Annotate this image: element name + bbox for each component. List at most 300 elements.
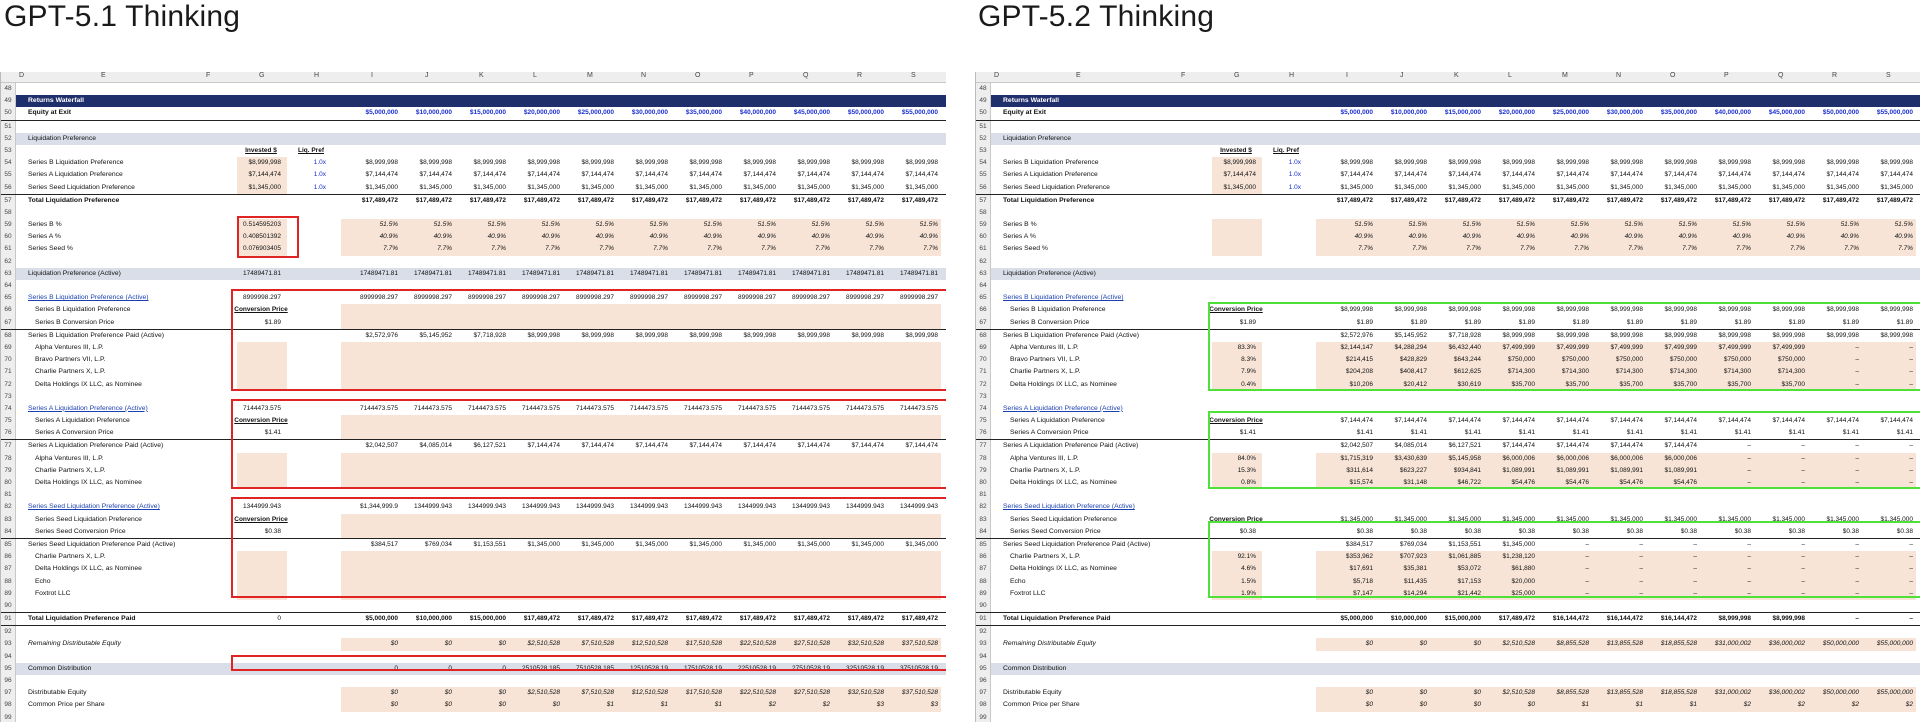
value-cell[interactable]: $1,345,000 bbox=[1826, 183, 1859, 191]
value-cell[interactable]: $7,144,474 bbox=[365, 171, 398, 179]
value-cell[interactable]: $353,962 bbox=[1345, 553, 1373, 561]
value-cell[interactable]: – bbox=[1855, 466, 1859, 474]
value-cell[interactable]: 40.9% bbox=[1570, 233, 1589, 241]
value-cell[interactable]: $17,489,472 bbox=[631, 196, 668, 204]
row-number[interactable]: 50 bbox=[1, 107, 16, 119]
value-cell[interactable]: $7,144,474 bbox=[851, 171, 884, 179]
value-cell[interactable]: $1,344,999.9 bbox=[360, 503, 398, 511]
column-header[interactable]: G bbox=[1234, 72, 1240, 79]
row-number[interactable]: 52 bbox=[976, 133, 991, 145]
value-cell[interactable]: $1,345,000 bbox=[797, 183, 830, 191]
value-cell[interactable]: 40.9% bbox=[1354, 233, 1373, 241]
value-cell[interactable]: $17,489,472 bbox=[577, 615, 614, 623]
value-cell[interactable]: 7.7% bbox=[1412, 245, 1427, 253]
row-number[interactable]: 62 bbox=[976, 256, 991, 268]
row-number[interactable]: 76 bbox=[976, 427, 991, 439]
value-cell[interactable]: 8999998.297 bbox=[522, 294, 560, 302]
value-cell[interactable]: $0.38 bbox=[1626, 527, 1643, 535]
value-cell[interactable]: $6,000,006 bbox=[1664, 454, 1697, 462]
value-cell[interactable]: $1,238,120 bbox=[1502, 553, 1535, 561]
value-cell[interactable]: – bbox=[1585, 540, 1589, 548]
invested-cell[interactable]: $1.89 bbox=[264, 318, 281, 326]
row-number[interactable]: 80 bbox=[1, 477, 16, 489]
value-cell[interactable]: $7,144,474 bbox=[1394, 171, 1427, 179]
value-cell[interactable]: $61,880 bbox=[1511, 565, 1535, 573]
value-cell[interactable]: 17489471.81 bbox=[684, 269, 722, 277]
value-cell[interactable]: $1,153,551 bbox=[1448, 540, 1481, 548]
column-header[interactable]: J bbox=[425, 72, 429, 79]
value-cell[interactable]: $8,999,998 bbox=[1394, 159, 1427, 167]
row-number[interactable]: 69 bbox=[976, 342, 991, 354]
value-cell[interactable]: 51.5% bbox=[703, 221, 722, 229]
row-number[interactable]: 81 bbox=[1, 489, 16, 501]
value-cell[interactable]: $35,700 bbox=[1781, 380, 1805, 388]
value-cell[interactable]: $1 bbox=[714, 701, 722, 709]
value-cell[interactable]: 1344999.943 bbox=[522, 503, 560, 511]
value-cell[interactable]: 40.9% bbox=[1678, 233, 1697, 241]
value-cell[interactable]: $1,345,000 bbox=[1826, 515, 1859, 523]
value-cell[interactable]: $1.41 bbox=[1356, 429, 1373, 437]
value-cell[interactable]: $8,999,998 bbox=[581, 159, 614, 167]
value-cell[interactable]: $8,999,998 bbox=[1772, 306, 1805, 314]
value-cell[interactable]: $7,144,474 bbox=[689, 442, 722, 450]
row-number[interactable]: 78 bbox=[1, 453, 16, 465]
row-number[interactable]: 96 bbox=[1, 675, 16, 687]
value-cell[interactable]: $0.38 bbox=[1518, 527, 1535, 535]
value-cell[interactable]: 17489471.81 bbox=[630, 269, 668, 277]
value-cell[interactable]: $2,510,528 bbox=[527, 689, 560, 697]
value-cell[interactable]: 12510528.19 bbox=[630, 664, 668, 672]
value-cell[interactable]: $1.41 bbox=[1734, 429, 1751, 437]
value-cell[interactable]: $16,144,472 bbox=[1606, 615, 1643, 623]
value-cell[interactable]: $7,499,999 bbox=[1556, 343, 1589, 351]
value-cell[interactable]: 51.5% bbox=[433, 221, 452, 229]
value-cell[interactable]: $707,923 bbox=[1399, 553, 1427, 561]
value-cell[interactable]: $8,999,998 bbox=[1502, 331, 1535, 339]
value-cell[interactable]: 8999998.297 bbox=[630, 294, 668, 302]
value-cell[interactable]: 40.9% bbox=[1516, 233, 1535, 241]
column-header[interactable]: Q bbox=[1778, 72, 1784, 79]
value-cell[interactable]: $7,144,474 bbox=[743, 171, 776, 179]
value-cell[interactable]: $50,000,000 bbox=[1822, 109, 1859, 117]
value-cell[interactable]: $15,000,000 bbox=[1444, 109, 1481, 117]
value-cell[interactable]: 51.5% bbox=[1354, 221, 1373, 229]
value-cell[interactable]: – bbox=[1639, 540, 1643, 548]
value-cell[interactable]: $8,999,998 bbox=[1610, 159, 1643, 167]
value-cell[interactable]: 1344999.943 bbox=[576, 503, 614, 511]
value-cell[interactable]: 7.7% bbox=[1466, 245, 1481, 253]
value-cell[interactable]: $17,510,528 bbox=[685, 689, 722, 697]
row-number[interactable]: 81 bbox=[976, 489, 991, 501]
value-cell[interactable]: $7,510,528 bbox=[581, 689, 614, 697]
value-cell[interactable]: $53,072 bbox=[1457, 565, 1481, 573]
row-number[interactable]: 89 bbox=[1, 588, 16, 600]
value-cell[interactable]: $0 bbox=[498, 640, 506, 648]
value-cell[interactable]: – bbox=[1747, 540, 1751, 548]
value-cell[interactable]: $214,415 bbox=[1345, 356, 1373, 364]
row-number[interactable]: 93 bbox=[976, 638, 991, 650]
row-number[interactable]: 65 bbox=[976, 292, 991, 304]
value-cell[interactable]: $17,489,472 bbox=[1876, 196, 1913, 204]
value-cell[interactable]: – bbox=[1855, 343, 1859, 351]
value-cell[interactable]: $17,489,472 bbox=[1822, 196, 1859, 204]
value-cell[interactable]: $17,489,472 bbox=[1444, 196, 1481, 204]
value-cell[interactable]: – bbox=[1693, 589, 1697, 597]
value-cell[interactable]: $7,144,474 bbox=[1880, 171, 1913, 179]
value-cell[interactable]: $32,510,528 bbox=[847, 640, 884, 648]
value-cell[interactable]: – bbox=[1693, 540, 1697, 548]
invested-cell[interactable]: $7,144,474 bbox=[1223, 171, 1256, 179]
value-cell[interactable]: $8,999,998 bbox=[527, 159, 560, 167]
row-number[interactable]: 94 bbox=[976, 651, 991, 663]
column-header[interactable]: P bbox=[1724, 72, 1729, 79]
row-number[interactable]: 87 bbox=[1, 563, 16, 575]
value-cell[interactable]: 17510528.19 bbox=[684, 664, 722, 672]
value-cell[interactable]: $16,144,472 bbox=[1660, 615, 1697, 623]
value-cell[interactable]: $1.41 bbox=[1680, 429, 1697, 437]
invested-cell[interactable]: $1.89 bbox=[1239, 318, 1256, 326]
value-cell[interactable]: $7,499,999 bbox=[1610, 343, 1643, 351]
value-cell[interactable]: $1.89 bbox=[1788, 318, 1805, 326]
value-cell[interactable]: $1,345,000 bbox=[1556, 183, 1589, 191]
row-number[interactable]: 53 bbox=[1, 145, 16, 157]
value-cell[interactable]: $5,000,000 bbox=[365, 615, 398, 623]
value-cell[interactable]: $750,000 bbox=[1507, 356, 1535, 364]
value-cell[interactable]: $1,345,000 bbox=[1718, 183, 1751, 191]
value-cell[interactable]: $1,345,000 bbox=[527, 540, 560, 548]
value-cell[interactable]: $6,000,006 bbox=[1502, 454, 1535, 462]
value-cell[interactable]: 51.5% bbox=[1462, 221, 1481, 229]
left-spreadsheet[interactable] bbox=[0, 72, 946, 722]
column-header[interactable]: L bbox=[1508, 72, 1512, 79]
value-cell[interactable]: – bbox=[1801, 479, 1805, 486]
value-cell[interactable]: $35,700 bbox=[1727, 380, 1751, 388]
value-cell[interactable]: 7.7% bbox=[383, 245, 398, 253]
value-cell[interactable]: $1,715,319 bbox=[1340, 454, 1373, 462]
value-cell[interactable]: – bbox=[1801, 553, 1805, 561]
column-header[interactable]: R bbox=[857, 72, 863, 79]
value-cell[interactable]: $1,345,000 bbox=[1394, 515, 1427, 523]
value-cell[interactable]: 1344999.943 bbox=[684, 503, 722, 511]
value-cell[interactable]: $2,572,976 bbox=[365, 331, 398, 339]
row-number[interactable]: 92 bbox=[976, 626, 991, 638]
value-cell[interactable]: $714,300 bbox=[1777, 368, 1805, 376]
invested-cell[interactable]: $0.38 bbox=[1239, 527, 1256, 535]
value-cell[interactable]: $17,489,472 bbox=[685, 196, 722, 204]
invested-cell[interactable]: $1.41 bbox=[264, 429, 281, 437]
value-cell[interactable]: $2 bbox=[822, 701, 830, 709]
value-cell[interactable]: 51.5% bbox=[1516, 221, 1535, 229]
value-cell[interactable]: $7,147 bbox=[1353, 589, 1373, 597]
value-cell[interactable]: $428,829 bbox=[1399, 356, 1427, 364]
value-cell[interactable]: 17489471.81 bbox=[360, 269, 398, 277]
value-cell[interactable]: $30,000,000 bbox=[631, 109, 668, 117]
row-number[interactable]: 85 bbox=[1, 539, 16, 551]
row-number[interactable]: 71 bbox=[976, 366, 991, 378]
value-cell[interactable]: 51.5% bbox=[1678, 221, 1697, 229]
value-cell[interactable]: – bbox=[1909, 356, 1913, 364]
value-cell[interactable]: $25,000,000 bbox=[577, 109, 614, 117]
value-cell[interactable]: $612,625 bbox=[1453, 368, 1481, 376]
row-number[interactable]: 62 bbox=[1, 256, 16, 268]
value-cell[interactable]: $1.41 bbox=[1896, 429, 1913, 437]
value-cell[interactable]: $20,000 bbox=[1511, 577, 1535, 585]
value-cell[interactable]: 51.5% bbox=[379, 221, 398, 229]
value-cell[interactable]: $17,489,472 bbox=[739, 196, 776, 204]
row-number[interactable]: 48 bbox=[1, 83, 16, 95]
value-cell[interactable]: $1,345,000 bbox=[1394, 183, 1427, 191]
row-number[interactable]: 97 bbox=[1, 687, 16, 699]
row-number[interactable]: 72 bbox=[976, 379, 991, 391]
invested-cell[interactable]: $0.38 bbox=[264, 527, 281, 535]
value-cell[interactable]: $6,432,440 bbox=[1448, 343, 1481, 351]
row-label[interactable]: Series Seed Liquidation Preference (Active) bbox=[28, 503, 160, 511]
column-header[interactable]: K bbox=[479, 72, 484, 79]
value-cell[interactable]: 8999998.297 bbox=[360, 294, 398, 302]
value-cell[interactable]: $17,489,472 bbox=[1498, 196, 1535, 204]
value-cell[interactable]: $934,841 bbox=[1453, 466, 1481, 474]
value-cell[interactable]: $1.41 bbox=[1842, 429, 1859, 437]
value-cell[interactable]: $7,144,474 bbox=[1772, 417, 1805, 425]
value-cell[interactable]: $311,614 bbox=[1346, 466, 1373, 474]
value-cell[interactable]: $36,000,002 bbox=[1768, 689, 1805, 697]
invested-cell[interactable]: 0.4% bbox=[1241, 380, 1256, 388]
value-cell[interactable]: $7,144,474 bbox=[1448, 417, 1481, 425]
value-cell[interactable]: $5,145,952 bbox=[419, 331, 452, 339]
value-cell[interactable]: 40.9% bbox=[649, 233, 668, 241]
value-cell[interactable]: $7,144,474 bbox=[1502, 171, 1535, 179]
value-cell[interactable]: $8,999,998 bbox=[419, 159, 452, 167]
value-cell[interactable]: $8,999,998 bbox=[851, 159, 884, 167]
row-number[interactable]: 58 bbox=[976, 207, 991, 219]
value-cell[interactable]: $1.89 bbox=[1734, 318, 1751, 326]
value-cell[interactable]: $17,489,472 bbox=[793, 196, 830, 204]
value-cell[interactable]: 51.5% bbox=[649, 221, 668, 229]
value-cell[interactable]: – bbox=[1747, 454, 1751, 462]
value-cell[interactable]: – bbox=[1909, 343, 1913, 351]
column-header[interactable]: M bbox=[1562, 72, 1568, 79]
value-cell[interactable]: $17,489,472 bbox=[361, 196, 398, 204]
column-header[interactable]: Q bbox=[803, 72, 809, 79]
value-cell[interactable]: $20,412 bbox=[1403, 380, 1427, 388]
value-cell[interactable]: $8,999,998 bbox=[635, 331, 668, 339]
value-cell[interactable]: $35,000,000 bbox=[1660, 109, 1697, 117]
value-cell[interactable]: 51.5% bbox=[865, 221, 884, 229]
column-header[interactable]: G bbox=[259, 72, 265, 79]
value-cell[interactable]: $1,345,000 bbox=[1664, 515, 1697, 523]
value-cell[interactable]: $30,000,000 bbox=[1606, 109, 1643, 117]
value-cell[interactable]: $18,855,528 bbox=[1660, 689, 1697, 697]
invested-cell[interactable]: $8,999,998 bbox=[248, 159, 281, 167]
row-number[interactable]: 88 bbox=[1, 576, 16, 588]
value-cell[interactable]: $1,345,000 bbox=[1448, 183, 1481, 191]
value-cell[interactable]: $7,144,474 bbox=[1772, 171, 1805, 179]
row-number[interactable]: 63 bbox=[1, 268, 16, 280]
invested-cell[interactable]: 8999998.297 bbox=[243, 294, 281, 302]
multiple-cell[interactable]: 1.0x bbox=[313, 159, 326, 167]
value-cell[interactable]: $15,000,000 bbox=[469, 109, 506, 117]
value-cell[interactable]: $8,999,998 bbox=[1826, 331, 1859, 339]
row-number[interactable]: 77 bbox=[1, 440, 16, 452]
row-number[interactable]: 88 bbox=[976, 576, 991, 588]
value-cell[interactable]: $0 bbox=[444, 689, 452, 697]
value-cell[interactable]: $7,144,474 bbox=[635, 171, 668, 179]
value-cell[interactable]: $0 bbox=[1473, 701, 1481, 709]
row-number[interactable]: 70 bbox=[1, 354, 16, 366]
value-cell[interactable]: $17,489,472 bbox=[469, 196, 506, 204]
value-cell[interactable]: 7.7% bbox=[437, 245, 452, 253]
value-cell[interactable]: $16,144,472 bbox=[1552, 615, 1589, 623]
value-cell[interactable]: $1,345,000 bbox=[1610, 515, 1643, 523]
value-cell[interactable]: $0 bbox=[1365, 640, 1373, 648]
value-cell[interactable]: 7.7% bbox=[1520, 245, 1535, 253]
value-cell[interactable]: $2 bbox=[1797, 701, 1805, 709]
value-cell[interactable]: $30,619 bbox=[1457, 380, 1481, 388]
invested-cell[interactable]: 0 bbox=[277, 615, 281, 623]
value-cell[interactable]: $1,345,000 bbox=[1664, 183, 1697, 191]
row-number[interactable]: 58 bbox=[1, 207, 16, 219]
value-cell[interactable]: $1,345,000 bbox=[689, 183, 722, 191]
value-cell[interactable]: – bbox=[1747, 565, 1751, 573]
value-cell[interactable]: $7,499,999 bbox=[1772, 343, 1805, 351]
invested-cell[interactable]: $8,999,998 bbox=[1223, 159, 1256, 167]
value-cell[interactable]: 17489471.81 bbox=[900, 269, 938, 277]
value-cell[interactable]: $8,999,998 bbox=[1556, 331, 1589, 339]
value-cell[interactable]: $35,000,000 bbox=[685, 109, 722, 117]
value-cell[interactable]: 7.7% bbox=[599, 245, 614, 253]
value-cell[interactable]: $54,476 bbox=[1565, 479, 1589, 486]
value-cell[interactable]: $7,144,474 bbox=[1340, 417, 1373, 425]
value-cell[interactable]: $8,999,998 bbox=[689, 159, 722, 167]
value-cell[interactable]: $2,572,976 bbox=[1340, 331, 1373, 339]
row-number[interactable]: 76 bbox=[1, 427, 16, 439]
value-cell[interactable]: $0.38 bbox=[1356, 527, 1373, 535]
value-cell[interactable]: $1,345,000 bbox=[1502, 515, 1535, 523]
value-cell[interactable]: 7.7% bbox=[491, 245, 506, 253]
value-cell[interactable]: – bbox=[1855, 368, 1859, 376]
row-number[interactable]: 83 bbox=[1, 514, 16, 526]
value-cell[interactable]: 40.9% bbox=[703, 233, 722, 241]
value-cell[interactable]: $7,144,474 bbox=[581, 171, 614, 179]
value-cell[interactable]: – bbox=[1855, 442, 1859, 450]
value-cell[interactable]: – bbox=[1585, 589, 1589, 597]
value-cell[interactable]: $35,700 bbox=[1619, 380, 1643, 388]
value-cell[interactable]: 40.9% bbox=[1732, 233, 1751, 241]
value-cell[interactable]: $17,489,472 bbox=[901, 196, 938, 204]
row-number[interactable]: 98 bbox=[976, 699, 991, 711]
value-cell[interactable]: 40.9% bbox=[1462, 233, 1481, 241]
value-cell[interactable]: 7.7% bbox=[1844, 245, 1859, 253]
value-cell[interactable]: $7,144,474 bbox=[1664, 417, 1697, 425]
row-number[interactable]: 60 bbox=[976, 231, 991, 243]
value-cell[interactable]: 8999998.297 bbox=[738, 294, 776, 302]
value-cell[interactable]: $1,345,000 bbox=[905, 183, 938, 191]
value-cell[interactable]: $11,435 bbox=[1403, 577, 1427, 585]
value-cell[interactable]: $7,144,474 bbox=[797, 442, 830, 450]
row-number[interactable]: 70 bbox=[976, 354, 991, 366]
value-cell[interactable]: 40.9% bbox=[1786, 233, 1805, 241]
value-cell[interactable]: $0 bbox=[390, 640, 398, 648]
value-cell[interactable]: $12,510,528 bbox=[631, 689, 668, 697]
value-cell[interactable]: $0 bbox=[390, 689, 398, 697]
column-header[interactable]: J bbox=[1400, 72, 1404, 79]
value-cell[interactable]: 17489471.81 bbox=[468, 269, 506, 277]
value-cell[interactable]: – bbox=[1909, 368, 1913, 376]
value-cell[interactable]: $7,144,474 bbox=[635, 442, 668, 450]
value-cell[interactable]: – bbox=[1801, 442, 1805, 450]
value-cell[interactable]: $25,000,000 bbox=[1552, 109, 1589, 117]
value-cell[interactable]: $0 bbox=[1419, 701, 1427, 709]
value-cell[interactable]: – bbox=[1909, 589, 1913, 597]
invested-cell[interactable]: 0.408501392 bbox=[243, 233, 281, 241]
value-cell[interactable]: 51.5% bbox=[919, 221, 938, 229]
value-cell[interactable]: $1,345,000 bbox=[1718, 515, 1751, 523]
value-cell[interactable]: $8,999,998 bbox=[1826, 159, 1859, 167]
row-number[interactable]: 56 bbox=[1, 182, 16, 194]
value-cell[interactable]: $1.41 bbox=[1788, 429, 1805, 437]
value-cell[interactable]: $7,144,474 bbox=[1448, 171, 1481, 179]
value-cell[interactable]: 40.9% bbox=[541, 233, 560, 241]
value-cell[interactable]: 51.5% bbox=[1894, 221, 1913, 229]
value-cell[interactable]: $8,999,998 bbox=[1610, 331, 1643, 339]
value-cell[interactable]: $32,510,528 bbox=[847, 689, 884, 697]
value-cell[interactable]: 32510528.19 bbox=[846, 664, 884, 672]
row-number[interactable]: 83 bbox=[976, 514, 991, 526]
value-cell[interactable]: $1,345,000 bbox=[851, 540, 884, 548]
value-cell[interactable]: $8,999,998 bbox=[635, 159, 668, 167]
value-cell[interactable]: $5,000,000 bbox=[1340, 109, 1373, 117]
value-cell[interactable]: $17,510,528 bbox=[685, 640, 722, 648]
value-cell[interactable]: $7,144,474 bbox=[1556, 417, 1589, 425]
invested-cell[interactable]: 15.3% bbox=[1237, 466, 1256, 474]
value-cell[interactable]: 8999998.297 bbox=[414, 294, 452, 302]
value-cell[interactable]: 51.5% bbox=[757, 221, 776, 229]
value-cell[interactable]: $10,000,000 bbox=[1390, 615, 1427, 623]
row-number[interactable]: 86 bbox=[1, 551, 16, 563]
value-cell[interactable]: $7,144,474 bbox=[1880, 417, 1913, 425]
column-header[interactable]: K bbox=[1454, 72, 1459, 79]
value-cell[interactable]: $7,144,474 bbox=[797, 171, 830, 179]
value-cell[interactable]: 7144473.575 bbox=[414, 404, 452, 412]
row-number[interactable]: 55 bbox=[976, 169, 991, 181]
value-cell[interactable]: 51.5% bbox=[1624, 221, 1643, 229]
value-cell[interactable]: $18,855,528 bbox=[1660, 640, 1697, 648]
invested-cell[interactable]: 8.3% bbox=[1241, 356, 1256, 364]
value-cell[interactable]: $17,691 bbox=[1349, 565, 1373, 573]
value-cell[interactable]: $1.89 bbox=[1572, 318, 1589, 326]
value-cell[interactable]: $1,345,000 bbox=[851, 183, 884, 191]
value-cell[interactable]: – bbox=[1909, 454, 1913, 462]
value-cell[interactable]: $17,489,472 bbox=[739, 615, 776, 623]
invested-cell[interactable]: 7144473.575 bbox=[243, 404, 281, 412]
value-cell[interactable]: $40,000,000 bbox=[1714, 109, 1751, 117]
value-cell[interactable]: $1.41 bbox=[1464, 429, 1481, 437]
value-cell[interactable]: $2,144,147 bbox=[1340, 343, 1373, 351]
value-cell[interactable]: – bbox=[1747, 577, 1751, 585]
invested-cell[interactable]: 0.076903405 bbox=[243, 245, 281, 253]
value-cell[interactable]: $7,144,474 bbox=[905, 171, 938, 179]
value-cell[interactable]: 51.5% bbox=[487, 221, 506, 229]
value-cell[interactable]: $8,999,998 bbox=[365, 159, 398, 167]
value-cell[interactable]: $17,489,472 bbox=[1390, 196, 1427, 204]
value-cell[interactable]: $1.89 bbox=[1626, 318, 1643, 326]
value-cell[interactable]: $8,999,998 bbox=[797, 159, 830, 167]
value-cell[interactable]: 7144473.575 bbox=[792, 404, 830, 412]
value-cell[interactable]: $1,345,000 bbox=[1880, 515, 1913, 523]
value-cell[interactable]: $8,999,998 bbox=[1826, 306, 1859, 314]
value-cell[interactable]: 7.7% bbox=[1628, 245, 1643, 253]
value-cell[interactable]: $1.41 bbox=[1518, 429, 1535, 437]
